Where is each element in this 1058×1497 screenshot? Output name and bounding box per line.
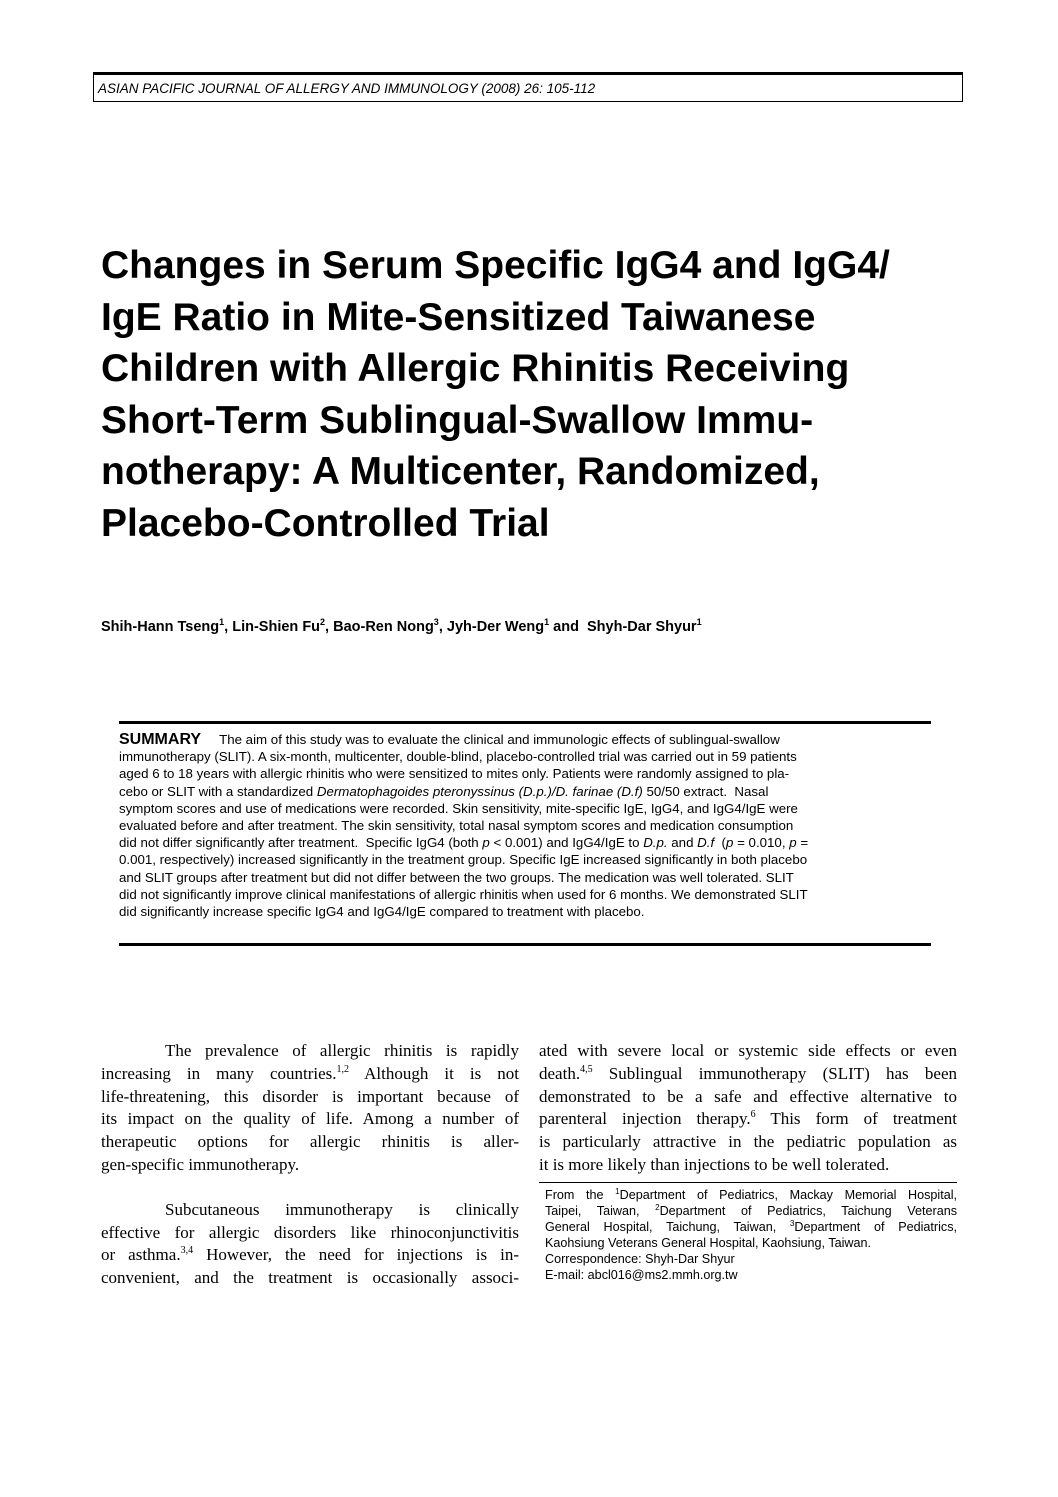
summary-top-rule: [119, 721, 931, 724]
author-affiliation: 1: [544, 617, 550, 627]
body-line: life-threatening, this disorder is important because of: [101, 1086, 519, 1106]
summary-line: aged 6 to 18 years with allergic rhinitis who were sensitized to mites only. Patients were randomly assigned to pla-: [119, 766, 790, 782]
email-address: E-mail: abcl016@ms2.mmh.org.tw: [545, 1268, 738, 1282]
summary-line: and SLIT groups after treatment but did not differ between the two groups. The medication was well tolerated. SLIT: [119, 869, 794, 885]
body-line: therapeutic options for allergic rhinitis is aller-: [101, 1132, 519, 1152]
citation: 3,4: [180, 1245, 194, 1257]
body-line: Subcutaneous immunotherapy is clinically: [165, 1199, 519, 1219]
summary-label: SUMMARY: [119, 731, 202, 748]
summary-line: 0.001, respectively) increased significantly in the treatment group. Specific IgE increased significantly in both placebo: [119, 852, 808, 868]
author-separator: and: [549, 619, 587, 635]
journal-citation: ASIAN PACIFIC JOURNAL OF ALLERGY AND IMMUNOLOGY (2008) 26: 105-112: [98, 81, 596, 96]
summary-line: did not differ significantly after treatment. Specific IgG4 (both p < 0.001) and IgG4/IgE to D.p. and D.f (p = 0.010, p =: [119, 835, 809, 851]
author-name: Lin-Shien Fu: [232, 619, 321, 635]
author-name: Bao-Ren Nong: [333, 619, 434, 635]
correspondence: Correspondence: Shyh-Dar Shyur: [545, 1252, 735, 1266]
article-title: [101, 240, 1001, 549]
footnote-line: General Hospital, Taichung, Taiwan, $^3$Department of Pediatrics,: [545, 1219, 957, 1234]
summary-line: cebo or SLIT with a standardized Dermatophagoides pteronyssinus (D.p.)/D. farinae (D.f) 50/50 extract. Nasal: [119, 783, 769, 799]
author-separator: ,: [224, 619, 233, 635]
body-column-left: [101, 1040, 519, 1290]
summary-line: did not significantly improve clinical manifestations of allergic rhinitis when used for 6 months. We demonstrated SLIT: [119, 886, 808, 902]
citation: 1,2: [336, 1063, 350, 1075]
citation: 4,5: [580, 1063, 593, 1075]
title-line: Children with Allergic Rhinitis Receiving: [101, 347, 850, 390]
title-line: Changes in Serum Specific IgG4 and IgG4/: [101, 244, 890, 287]
footnote-rule: [539, 1182, 957, 1183]
paragraph-gap: [101, 1177, 519, 1199]
author-name: Shyh-Dar Shyur: [587, 619, 697, 635]
body-line: parenteral injection therapy.$^6$ This form of treatment: [539, 1109, 958, 1129]
body-line: demonstrated to be a safe and effective alternative to: [539, 1086, 957, 1106]
species-name: Dermatophagoides pteronyssinus (D.p.)/D. farinae (D.f): [316, 783, 643, 799]
summary-abstract: [119, 731, 939, 920]
author-separator: ,: [438, 619, 447, 635]
body-line: The prevalence of allergic rhinitis is rapidly: [165, 1041, 519, 1060]
author-list: [101, 616, 1001, 638]
summary-bottom-rule: [119, 943, 931, 946]
title-line: Placebo-Controlled Trial: [101, 501, 550, 545]
summary-line: evaluated before and after treatment. The skin sensitivity, total nasal symptom scores and medication consumption: [119, 818, 794, 834]
body-line: convenient, and the treatment is occasionally associ-: [101, 1268, 519, 1288]
footnote-line: From the $^1$Department of Pediatrics, Mackay Memorial Hospital,: [545, 1187, 958, 1202]
author-name: Shih-Hann Tseng: [101, 619, 220, 635]
summary-line: did significantly increase specific IgG4 and IgG4/IgE compared to treatment with placebo.: [119, 904, 645, 920]
author-affiliation: 1: [696, 617, 702, 627]
title-line: notherapy: A Multicenter, Randomized,: [101, 450, 820, 493]
body-line: ated with severe local or systemic side effects or even: [539, 1041, 957, 1060]
author-affiliation: 2: [320, 617, 326, 627]
body-line: its impact on the quality of life. Among a number of: [101, 1109, 519, 1129]
affiliation-footnote: [545, 1187, 957, 1283]
body-line: death.$^{4,5}$ Sublingual immunotherapy (SLIT) has been: [539, 1063, 957, 1083]
citation: 6: [750, 1109, 756, 1121]
body-line: increasing in many countries.$^{1,2}$ Although it is not: [101, 1063, 520, 1083]
summary-line: symptom scores and use of medications were recorded. Skin sensitivity, mite-specific IgE, IgG4, and IgG4/IgE were: [119, 800, 798, 816]
body-line: it is more likely than injections to be well tolerated.: [539, 1154, 890, 1174]
summary-line: immunotherapy (SLIT). A six-month, multicenter, double-blind, placebo-controlled trial was carried out in 59 patients: [119, 749, 797, 765]
summary-line: SUMMARY The aim of this study was to evaluate the clinical and immunologic effects of sublingual-swallow: [119, 731, 780, 748]
body-line: is particularly attractive in the pediatric population as: [539, 1132, 957, 1152]
body-line: or asthma.$^{3,4}$ However, the need for injections is in-: [101, 1245, 519, 1265]
author-separator: ,: [325, 619, 334, 635]
author-affiliation: 3: [433, 617, 439, 627]
title-line: Short-Term Sublingual-Swallow Immu-: [101, 398, 814, 442]
author-name: Jyh-Der Weng: [446, 619, 545, 635]
title-line: IgE Ratio in Mite-Sensitized Taiwanese: [101, 295, 816, 339]
body-line: gen-specific immunotherapy.: [101, 1154, 300, 1174]
author-affiliation: 1: [219, 617, 225, 627]
body-column-right: [539, 1040, 957, 1177]
footnote-line: Kaohsiung Veterans General Hospital, Kaohsiung, Taiwan.: [545, 1236, 872, 1250]
body-line: effective for allergic disorders like rhinoconjunctivitis: [101, 1222, 519, 1242]
journal-header: [93, 72, 963, 102]
footnote-line: Taipei, Taiwan, $^2$Department of Pediatrics, Taichung Veterans: [545, 1203, 958, 1218]
